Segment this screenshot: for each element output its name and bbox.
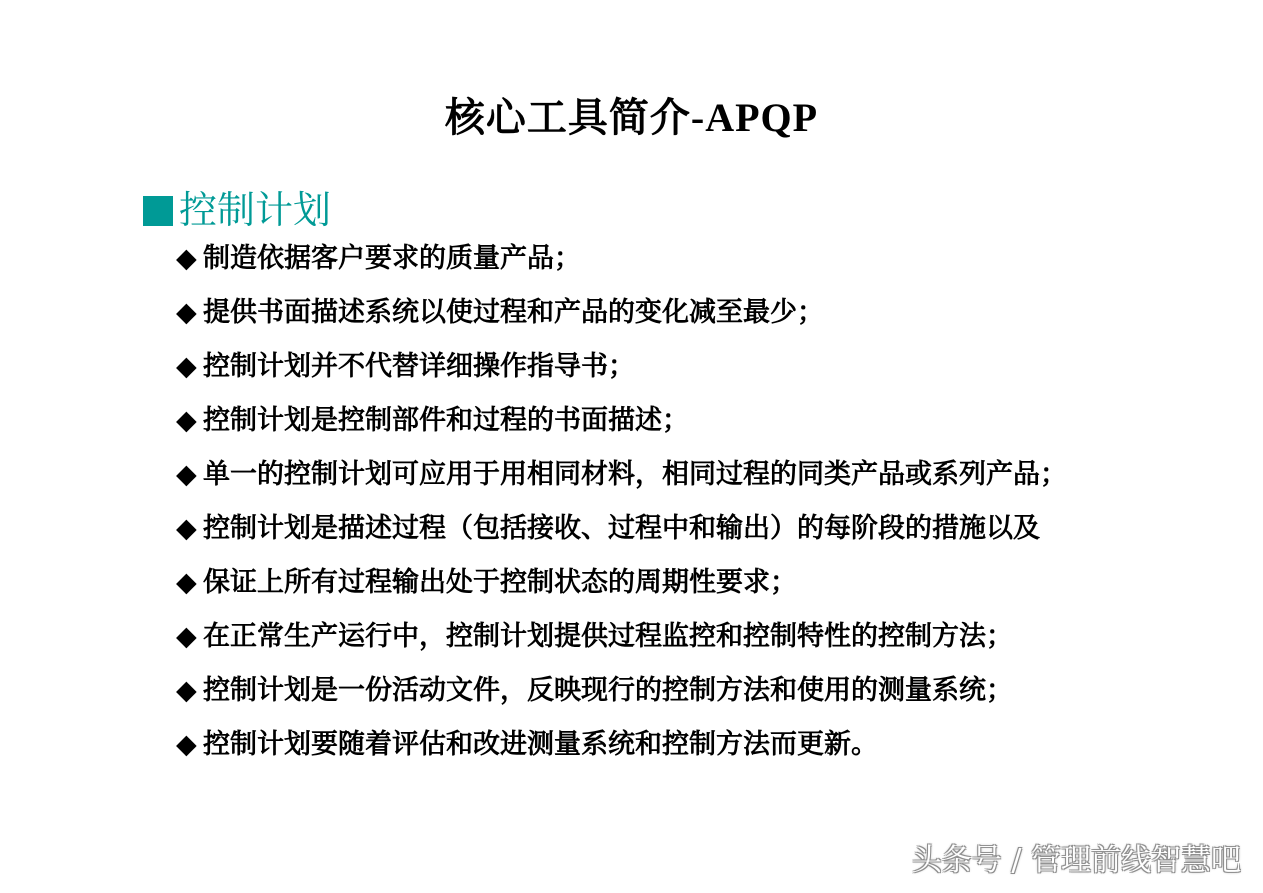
list-item-text: 提供书面描述系统以使过程和产品的变化减至最少； [203, 297, 824, 328]
diamond-bullet-icon: ◆ [176, 459, 197, 490]
watermark: 头条号 / 管理前线智慧吧 [911, 843, 1241, 878]
slide-title: 核心工具简介-APQP [444, 95, 819, 140]
list-item [176, 448, 1111, 502]
list-item [176, 502, 1156, 556]
diamond-bullet-icon: ◆ [176, 729, 197, 760]
bullet-list [176, 232, 1156, 772]
diamond-bullet-icon: ◆ [176, 567, 197, 598]
list-item [176, 664, 1156, 718]
list-item [176, 232, 1156, 286]
section-heading-text: 控制计划 [179, 188, 332, 232]
list-item [176, 340, 1156, 394]
diamond-bullet-icon: ◆ [176, 621, 197, 652]
list-item-text: 保证上所有过程输出处于控制状态的周期性要求； [203, 567, 797, 598]
section-heading [143, 186, 331, 234]
list-item [176, 610, 1156, 664]
list-item-text: 在正常生产运行中，控制计划提供过程监控和控制特性的控制方法； [203, 621, 1013, 652]
list-item [176, 718, 1156, 772]
list-item-text: 控制计划是控制部件和过程的书面描述； [203, 405, 689, 436]
list-item-text: 单一的控制计划可应用于用相同材料，相同过程的同类产品或系列产品； [203, 459, 1067, 490]
diamond-bullet-icon: ◆ [176, 243, 197, 274]
list-item [176, 394, 1156, 448]
list-item-text: 控制计划并不代替详细操作指导书； [203, 351, 635, 382]
diamond-bullet-icon: ◆ [176, 675, 197, 706]
list-item-text: 制造依据客户要求的质量产品； [203, 243, 581, 274]
square-bullet-icon [143, 196, 173, 226]
list-item [176, 556, 1156, 610]
list-item [176, 286, 1156, 340]
list-item-text: 控制计划是描述过程（包括接收、过程中和输出）的每阶段的措施以及 [203, 513, 1040, 544]
diamond-bullet-icon: ◆ [176, 405, 197, 436]
diamond-bullet-icon: ◆ [176, 297, 197, 328]
list-item-text: 控制计划是一份活动文件，反映现行的控制方法和使用的测量系统； [203, 675, 1013, 706]
list-item-text: 控制计划要随着评估和改进测量系统和控制方法而更新。 [203, 729, 878, 760]
diamond-bullet-icon: ◆ [176, 351, 197, 382]
diamond-bullet-icon: ◆ [176, 513, 197, 544]
